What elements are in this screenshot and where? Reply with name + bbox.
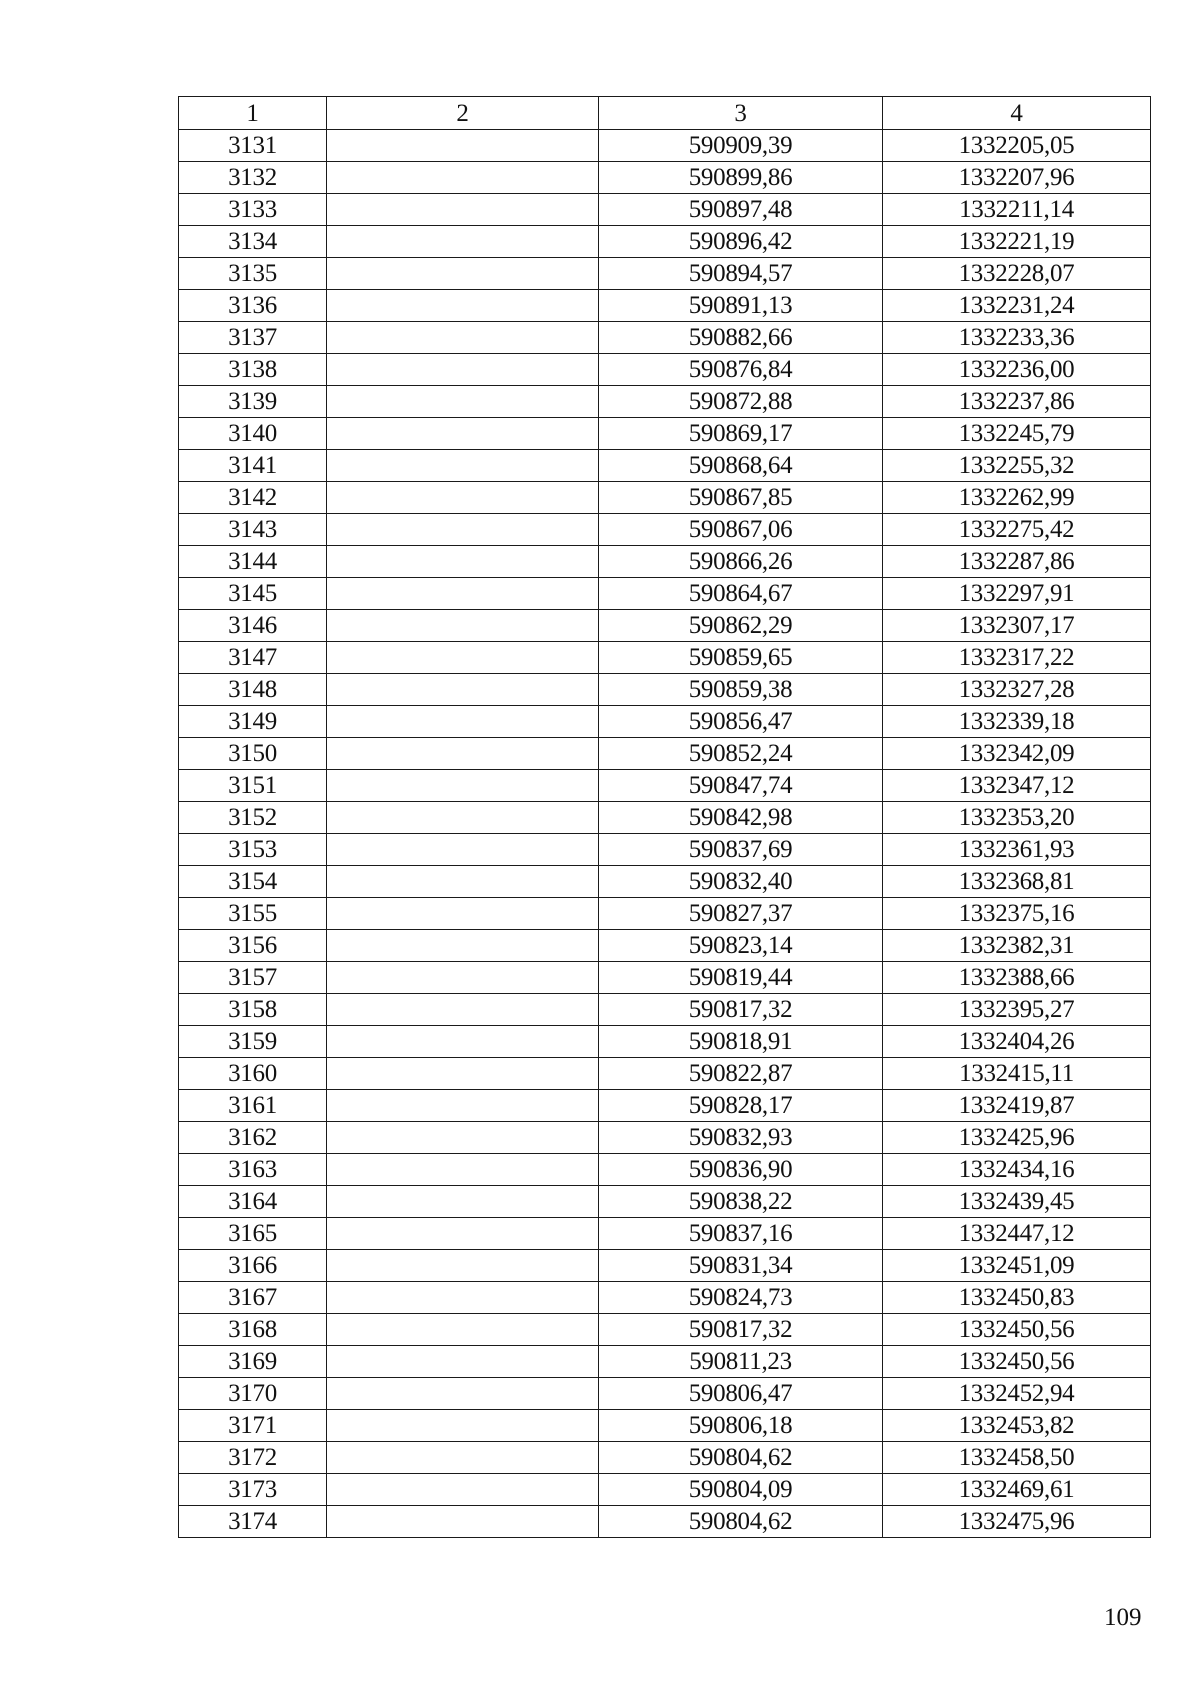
y-coordinate-cell: 1332342,09 [883, 738, 1151, 770]
y-coordinate-cell: 1332245,79 [883, 418, 1151, 450]
description-cell [327, 1314, 599, 1346]
point-number-cell: 3151 [179, 770, 327, 802]
x-coordinate-cell: 590823,14 [599, 930, 883, 962]
x-coordinate-cell: 590867,85 [599, 482, 883, 514]
y-coordinate-cell: 1332221,19 [883, 226, 1151, 258]
point-number-cell: 3169 [179, 1346, 327, 1378]
x-coordinate-cell: 590862,29 [599, 610, 883, 642]
point-number-cell: 3136 [179, 290, 327, 322]
table-row [179, 130, 1151, 162]
y-coordinate-cell: 1332205,05 [883, 130, 1151, 162]
description-cell [327, 866, 599, 898]
x-coordinate-cell: 590899,86 [599, 162, 883, 194]
description-cell [327, 1090, 599, 1122]
table-row [179, 546, 1151, 578]
point-number-cell: 3146 [179, 610, 327, 642]
point-number-cell: 3167 [179, 1282, 327, 1314]
x-coordinate-cell: 590864,67 [599, 578, 883, 610]
y-coordinate-cell: 1332237,86 [883, 386, 1151, 418]
point-number-cell: 3138 [179, 354, 327, 386]
y-coordinate-cell: 1332307,17 [883, 610, 1151, 642]
header-cell-2: 2 [327, 97, 599, 130]
point-number-cell: 3137 [179, 322, 327, 354]
point-number-cell: 3143 [179, 514, 327, 546]
table-row [179, 770, 1151, 802]
y-coordinate-cell: 1332404,26 [883, 1026, 1151, 1058]
x-coordinate-cell: 590832,93 [599, 1122, 883, 1154]
description-cell [327, 418, 599, 450]
x-coordinate-cell: 590891,13 [599, 290, 883, 322]
point-number-cell: 3162 [179, 1122, 327, 1154]
point-number-cell: 3174 [179, 1506, 327, 1538]
point-number-cell: 3132 [179, 162, 327, 194]
table-row [179, 898, 1151, 930]
table-row [179, 1410, 1151, 1442]
y-coordinate-cell: 1332228,07 [883, 258, 1151, 290]
table-row [179, 1058, 1151, 1090]
description-cell [327, 290, 599, 322]
y-coordinate-cell: 1332255,32 [883, 450, 1151, 482]
description-cell [327, 1410, 599, 1442]
table-row [179, 642, 1151, 674]
description-cell [327, 1154, 599, 1186]
point-number-cell: 3147 [179, 642, 327, 674]
point-number-cell: 3159 [179, 1026, 327, 1058]
y-coordinate-cell: 1332451,09 [883, 1250, 1151, 1282]
table-row [179, 1282, 1151, 1314]
table-row [179, 1378, 1151, 1410]
x-coordinate-cell: 590847,74 [599, 770, 883, 802]
x-coordinate-cell: 590819,44 [599, 962, 883, 994]
table-row [179, 258, 1151, 290]
table-row [179, 386, 1151, 418]
point-number-cell: 3161 [179, 1090, 327, 1122]
table-row [179, 1474, 1151, 1506]
y-coordinate-cell: 1332388,66 [883, 962, 1151, 994]
point-number-cell: 3155 [179, 898, 327, 930]
table-row [179, 514, 1151, 546]
point-number-cell: 3148 [179, 674, 327, 706]
y-coordinate-cell: 1332262,99 [883, 482, 1151, 514]
x-coordinate-cell: 590832,40 [599, 866, 883, 898]
point-number-cell: 3142 [179, 482, 327, 514]
description-cell [327, 194, 599, 226]
description-cell [327, 1378, 599, 1410]
x-coordinate-cell: 590872,88 [599, 386, 883, 418]
description-cell [327, 898, 599, 930]
point-number-cell: 3168 [179, 1314, 327, 1346]
point-number-cell: 3152 [179, 802, 327, 834]
table-row [179, 162, 1151, 194]
table-row [179, 354, 1151, 386]
description-cell [327, 1442, 599, 1474]
description-cell [327, 962, 599, 994]
x-coordinate-cell: 590882,66 [599, 322, 883, 354]
description-cell [327, 1250, 599, 1282]
x-coordinate-cell: 590842,98 [599, 802, 883, 834]
y-coordinate-cell: 1332233,36 [883, 322, 1151, 354]
x-coordinate-cell: 590817,32 [599, 1314, 883, 1346]
table-row [179, 226, 1151, 258]
table-row [179, 866, 1151, 898]
point-number-cell: 3157 [179, 962, 327, 994]
y-coordinate-cell: 1332450,56 [883, 1346, 1151, 1378]
table-header-row [179, 97, 1151, 130]
description-cell [327, 130, 599, 162]
y-coordinate-cell: 1332287,86 [883, 546, 1151, 578]
x-coordinate-cell: 590827,37 [599, 898, 883, 930]
y-coordinate-cell: 1332415,11 [883, 1058, 1151, 1090]
point-number-cell: 3160 [179, 1058, 327, 1090]
table-row [179, 482, 1151, 514]
x-coordinate-cell: 590867,06 [599, 514, 883, 546]
y-coordinate-cell: 1332458,50 [883, 1442, 1151, 1474]
description-cell [327, 610, 599, 642]
description-cell [327, 1058, 599, 1090]
y-coordinate-cell: 1332475,96 [883, 1506, 1151, 1538]
y-coordinate-cell: 1332339,18 [883, 706, 1151, 738]
description-cell [327, 578, 599, 610]
description-cell [327, 386, 599, 418]
description-cell [327, 1122, 599, 1154]
y-coordinate-cell: 1332211,14 [883, 194, 1151, 226]
point-number-cell: 3149 [179, 706, 327, 738]
x-coordinate-cell: 590859,65 [599, 642, 883, 674]
x-coordinate-cell: 590824,73 [599, 1282, 883, 1314]
point-number-cell: 3170 [179, 1378, 327, 1410]
header-cell-4: 4 [883, 97, 1151, 130]
point-number-cell: 3145 [179, 578, 327, 610]
table-row [179, 1314, 1151, 1346]
table-row [179, 994, 1151, 1026]
x-coordinate-cell: 590804,62 [599, 1442, 883, 1474]
page-number: 109 [1104, 1604, 1142, 1631]
table-row [179, 802, 1151, 834]
description-cell [327, 450, 599, 482]
x-coordinate-cell: 590894,57 [599, 258, 883, 290]
table-row [179, 578, 1151, 610]
table-row [179, 1218, 1151, 1250]
header-cell-3: 3 [599, 97, 883, 130]
y-coordinate-cell: 1332439,45 [883, 1186, 1151, 1218]
point-number-cell: 3134 [179, 226, 327, 258]
x-coordinate-cell: 590856,47 [599, 706, 883, 738]
x-coordinate-cell: 590836,90 [599, 1154, 883, 1186]
coordinates-table [178, 96, 1151, 1538]
point-number-cell: 3171 [179, 1410, 327, 1442]
description-cell [327, 258, 599, 290]
x-coordinate-cell: 590859,38 [599, 674, 883, 706]
x-coordinate-cell: 590869,17 [599, 418, 883, 450]
point-number-cell: 3172 [179, 1442, 327, 1474]
y-coordinate-cell: 1332452,94 [883, 1378, 1151, 1410]
header-cell-1: 1 [179, 97, 327, 130]
table-row [179, 322, 1151, 354]
x-coordinate-cell: 590837,69 [599, 834, 883, 866]
table-row [179, 738, 1151, 770]
table-row [179, 674, 1151, 706]
point-number-cell: 3131 [179, 130, 327, 162]
description-cell [327, 514, 599, 546]
table-row [179, 962, 1151, 994]
x-coordinate-cell: 590909,39 [599, 130, 883, 162]
point-number-cell: 3141 [179, 450, 327, 482]
point-number-cell: 3139 [179, 386, 327, 418]
y-coordinate-cell: 1332453,82 [883, 1410, 1151, 1442]
y-coordinate-cell: 1332434,16 [883, 1154, 1151, 1186]
table-row [179, 1506, 1151, 1538]
point-number-cell: 3158 [179, 994, 327, 1026]
y-coordinate-cell: 1332375,16 [883, 898, 1151, 930]
y-coordinate-cell: 1332450,83 [883, 1282, 1151, 1314]
x-coordinate-cell: 590897,48 [599, 194, 883, 226]
y-coordinate-cell: 1332419,87 [883, 1090, 1151, 1122]
description-cell [327, 834, 599, 866]
x-coordinate-cell: 590822,87 [599, 1058, 883, 1090]
y-coordinate-cell: 1332425,96 [883, 1122, 1151, 1154]
description-cell [327, 354, 599, 386]
point-number-cell: 3133 [179, 194, 327, 226]
table-row [179, 834, 1151, 866]
x-coordinate-cell: 590818,91 [599, 1026, 883, 1058]
x-coordinate-cell: 590868,64 [599, 450, 883, 482]
x-coordinate-cell: 590866,26 [599, 546, 883, 578]
point-number-cell: 3156 [179, 930, 327, 962]
x-coordinate-cell: 590806,47 [599, 1378, 883, 1410]
table-row [179, 1250, 1151, 1282]
point-number-cell: 3153 [179, 834, 327, 866]
x-coordinate-cell: 590896,42 [599, 226, 883, 258]
y-coordinate-cell: 1332395,27 [883, 994, 1151, 1026]
description-cell [327, 1186, 599, 1218]
description-cell [327, 738, 599, 770]
description-cell [327, 1474, 599, 1506]
description-cell [327, 162, 599, 194]
y-coordinate-cell: 1332236,00 [883, 354, 1151, 386]
x-coordinate-cell: 590811,23 [599, 1346, 883, 1378]
table-row [179, 418, 1151, 450]
x-coordinate-cell: 590806,18 [599, 1410, 883, 1442]
y-coordinate-cell: 1332353,20 [883, 802, 1151, 834]
x-coordinate-cell: 590837,16 [599, 1218, 883, 1250]
y-coordinate-cell: 1332361,93 [883, 834, 1151, 866]
point-number-cell: 3173 [179, 1474, 327, 1506]
description-cell [327, 226, 599, 258]
y-coordinate-cell: 1332317,22 [883, 642, 1151, 674]
point-number-cell: 3144 [179, 546, 327, 578]
table-row [179, 290, 1151, 322]
table-row [179, 194, 1151, 226]
table-row [179, 930, 1151, 962]
y-coordinate-cell: 1332231,24 [883, 290, 1151, 322]
point-number-cell: 3150 [179, 738, 327, 770]
x-coordinate-cell: 590838,22 [599, 1186, 883, 1218]
x-coordinate-cell: 590831,34 [599, 1250, 883, 1282]
x-coordinate-cell: 590828,17 [599, 1090, 883, 1122]
table-row [179, 1026, 1151, 1058]
description-cell [327, 706, 599, 738]
x-coordinate-cell: 590804,09 [599, 1474, 883, 1506]
table-row [179, 1090, 1151, 1122]
table-row [179, 1122, 1151, 1154]
table-row [179, 1154, 1151, 1186]
point-number-cell: 3140 [179, 418, 327, 450]
description-cell [327, 642, 599, 674]
x-coordinate-cell: 590817,32 [599, 994, 883, 1026]
y-coordinate-cell: 1332382,31 [883, 930, 1151, 962]
point-number-cell: 3154 [179, 866, 327, 898]
point-number-cell: 3165 [179, 1218, 327, 1250]
y-coordinate-cell: 1332347,12 [883, 770, 1151, 802]
y-coordinate-cell: 1332327,28 [883, 674, 1151, 706]
description-cell [327, 674, 599, 706]
y-coordinate-cell: 1332450,56 [883, 1314, 1151, 1346]
description-cell [327, 482, 599, 514]
description-cell [327, 930, 599, 962]
point-number-cell: 3166 [179, 1250, 327, 1282]
y-coordinate-cell: 1332469,61 [883, 1474, 1151, 1506]
table-row [179, 1186, 1151, 1218]
description-cell [327, 1282, 599, 1314]
x-coordinate-cell: 590852,24 [599, 738, 883, 770]
description-cell [327, 802, 599, 834]
description-cell [327, 1026, 599, 1058]
point-number-cell: 3164 [179, 1186, 327, 1218]
description-cell [327, 770, 599, 802]
description-cell [327, 1346, 599, 1378]
table-body [179, 97, 1151, 1538]
y-coordinate-cell: 1332207,96 [883, 162, 1151, 194]
x-coordinate-cell: 590876,84 [599, 354, 883, 386]
y-coordinate-cell: 1332368,81 [883, 866, 1151, 898]
y-coordinate-cell: 1332275,42 [883, 514, 1151, 546]
table-row [179, 610, 1151, 642]
description-cell [327, 546, 599, 578]
y-coordinate-cell: 1332297,91 [883, 578, 1151, 610]
description-cell [327, 1506, 599, 1538]
description-cell [327, 322, 599, 354]
table-row [179, 1346, 1151, 1378]
description-cell [327, 1218, 599, 1250]
description-cell [327, 994, 599, 1026]
y-coordinate-cell: 1332447,12 [883, 1218, 1151, 1250]
point-number-cell: 3135 [179, 258, 327, 290]
table-row [179, 706, 1151, 738]
x-coordinate-cell: 590804,62 [599, 1506, 883, 1538]
table-row [179, 450, 1151, 482]
point-number-cell: 3163 [179, 1154, 327, 1186]
table-row [179, 1442, 1151, 1474]
